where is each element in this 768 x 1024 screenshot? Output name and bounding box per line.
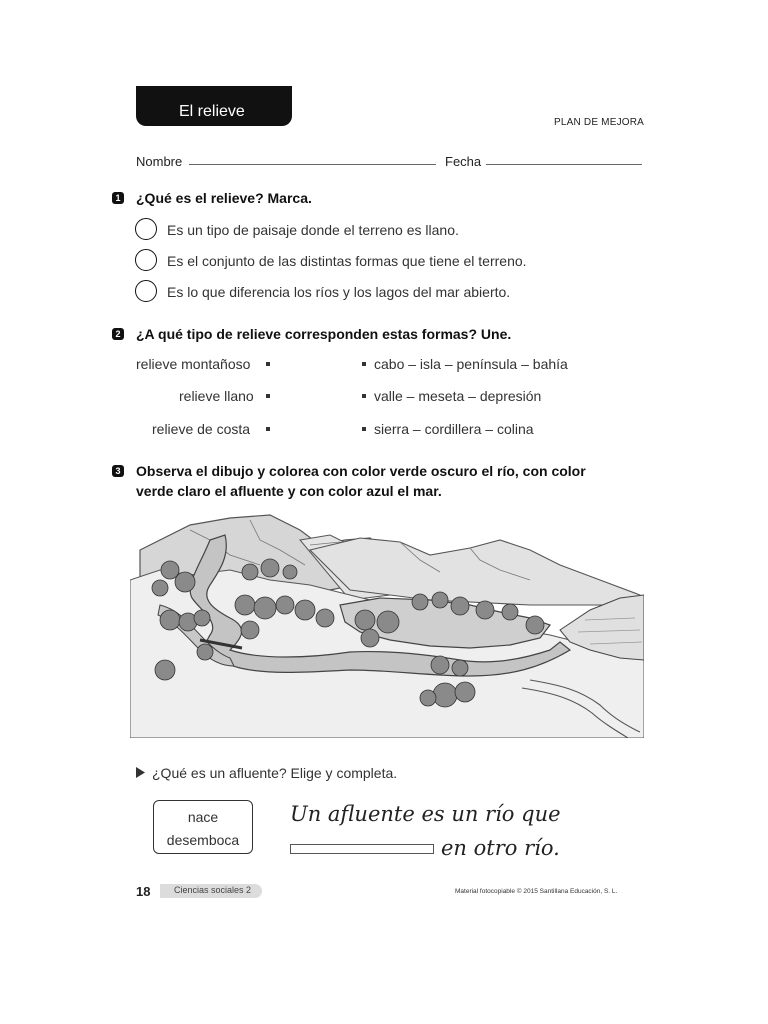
landscape-illustration[interactable] (130, 510, 644, 738)
word-choice-box (153, 800, 253, 854)
nombre-field[interactable] (189, 164, 436, 165)
option-1-text: Es un tipo de paisaje donde el terreno es llano. (167, 222, 459, 238)
question-3-line-1: Observa el dibujo y colorea con color verde oscuro el río, con color (136, 463, 586, 479)
match-dot-right-3[interactable] (362, 427, 366, 431)
checkbox-option-1[interactable] (135, 218, 157, 240)
match-left-3: relieve de costa (152, 421, 251, 437)
match-dot-right-1[interactable] (362, 362, 366, 366)
checkbox-option-2[interactable] (135, 249, 157, 271)
subject-label: Ciencias sociales 2 (174, 885, 252, 895)
sentence-line-2: en otro río. (441, 836, 560, 860)
subject-tab (160, 884, 262, 898)
fecha-field[interactable] (486, 164, 642, 165)
sub-question-text: ¿Qué es un afluente? Elige y completa. (152, 765, 398, 781)
page-title: El relieve (179, 103, 245, 120)
option-2-text: Es el conjunto de las distintas formas que tiene el terreno. (167, 253, 527, 269)
match-left-2: relieve llano (179, 388, 254, 404)
question-number-3: 3 (112, 465, 124, 477)
option-3-text: Es lo que diferencia los ríos y los lagos del mar abierto. (167, 284, 511, 300)
word-choice-2[interactable]: desemboca (166, 832, 240, 848)
page-number: 18 (136, 884, 151, 899)
match-dot-left-1[interactable] (266, 362, 270, 366)
word-choice-1[interactable]: nace (187, 809, 219, 825)
match-right-1: cabo – isla – península – bahía (374, 356, 568, 372)
title-tab (136, 86, 292, 126)
match-dot-left-2[interactable] (266, 394, 270, 398)
question-1-text: ¿Qué es el relieve? Marca. (136, 190, 312, 206)
nombre-label: Nombre (136, 154, 183, 169)
match-dot-left-3[interactable] (266, 427, 270, 431)
question-2-text: ¿A qué tipo de relieve corresponden estas formas? Une. (136, 326, 512, 342)
answer-blank[interactable] (290, 844, 434, 854)
checkbox-option-3[interactable] (135, 280, 157, 302)
match-dot-right-2[interactable] (362, 394, 366, 398)
question-3-line-2: verde claro el afluente y con color azul el mar. (136, 483, 442, 499)
sentence-line-1: Un afluente es un río que (290, 802, 561, 826)
match-left-1: relieve montañoso (136, 356, 251, 372)
plan-label: PLAN DE MEJORA (554, 117, 645, 128)
question-number-2: 2 (112, 328, 124, 340)
arrow-right-icon (136, 767, 145, 778)
question-number-1: 1 (112, 192, 124, 204)
fecha-label: Fecha (445, 154, 482, 169)
copyright-text: Material fotocopiable © 2015 Santillana Educación, S. L. (455, 888, 618, 895)
match-right-2: valle – meseta – depresión (374, 388, 542, 404)
match-right-3: sierra – cordillera – colina (374, 421, 534, 437)
